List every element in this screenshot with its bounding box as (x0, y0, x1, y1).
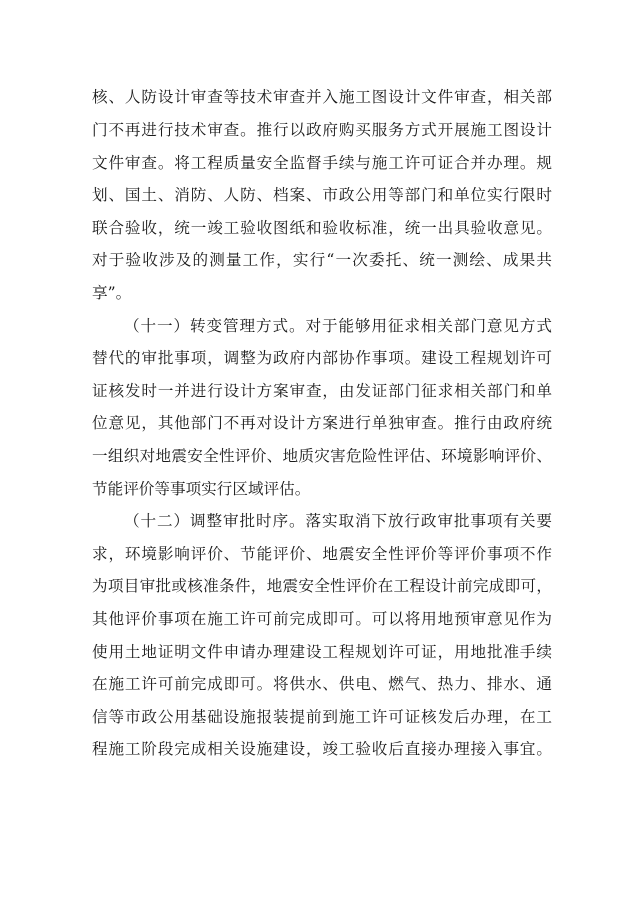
paragraph-2-line-5: 一组织对地震安全性评价、地质灾害危险性评估、环境影响评价、 (92, 447, 552, 465)
paragraph-3-line-2: 求，环境影响评价、节能评价、地震安全性评价等评价事项不作 (92, 545, 552, 563)
paragraph-3-line-6: 在施工许可前完成即可。将供水、供电、燃气、热力、排水、通 (92, 675, 552, 693)
paragraph-1-line-1: 核、人防设计审查等技术审查并入施工图设计文件审查，相关部 (92, 88, 552, 106)
paragraph-3-line-7: 信等市政公用基础设施报装提前到施工许可证核发后办理，在工 (92, 708, 552, 726)
paragraph-2-line-3: 证核发时一并进行设计方案审查，由发证部门征求相关部门和单 (92, 382, 552, 400)
paragraph-2-line-2: 替代的审批事项，调整为政府内部协作事项。建设工程规划许可 (92, 349, 552, 367)
paragraph-1-line-7: 享”。 (92, 284, 132, 302)
paragraph-2-line-1: （十一）转变管理方式。对于能够用征求相关部门意见方式 (124, 317, 552, 335)
paragraph-1-line-4: 划、国土、消防、人防、档案、市政公用等部门和单位实行限时 (92, 186, 552, 204)
paragraph-3-line-8: 程施工阶段完成相关设施建设，竣工验收后直接办理接入事宜。 (92, 740, 552, 758)
paragraph-1-line-3: 文件审查。将工程质量安全监督手续与施工许可证合并办理。规 (92, 154, 552, 172)
paragraph-3-line-4: 其他评价事项在施工许可前完成即可。可以将用地预审意见作为 (92, 610, 552, 628)
paragraph-3-line-5: 使用土地证明文件申请办理建设工程规划许可证，用地批准手续 (92, 643, 552, 661)
paragraph-2-line-6: 节能评价等事项实行区域评估。 (92, 480, 311, 498)
paragraph-1-line-5: 联合验收，统一竣工验收图纸和验收标准，统一出具验收意见。 (92, 219, 552, 237)
paragraph-2-line-4: 位意见，其他部门不再对设计方案进行单独审查。推行由政府统 (92, 414, 552, 432)
paragraph-1-line-6: 对于验收涉及的测量工作，实行“一次委托、统一测绘、成果共 (92, 251, 552, 269)
paragraph-1-line-2: 门不再进行技术审查。推行以政府购买服务方式开展施工图设计 (92, 121, 552, 139)
paragraph-3-line-1: （十二）调整审批时序。落实取消下放行政审批事项有关要 (124, 512, 552, 530)
paragraph-3-line-3: 为项目审批或核准条件，地震安全性评价在工程设计前完成即可， (92, 577, 552, 595)
